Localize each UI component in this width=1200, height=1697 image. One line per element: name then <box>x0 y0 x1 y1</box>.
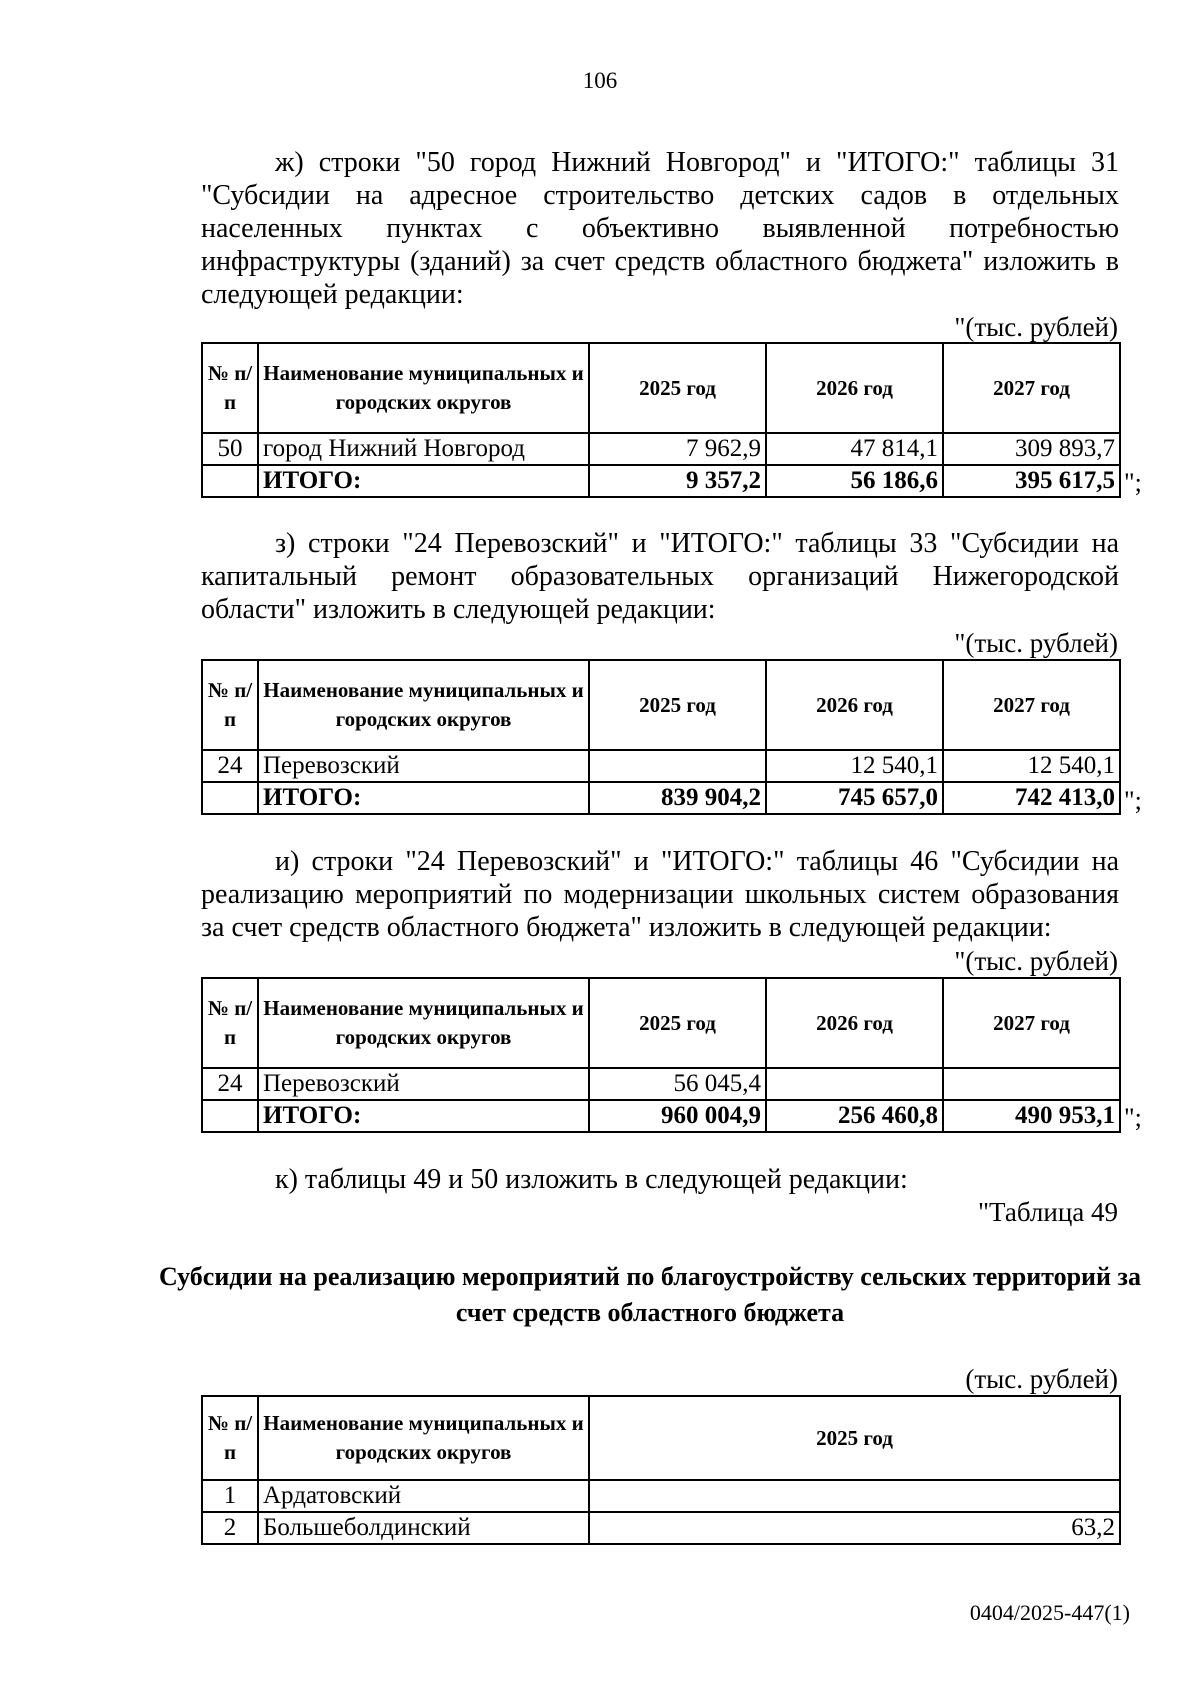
total-num <box>202 1100 258 1132</box>
header-num: № п/п <box>202 660 258 750</box>
header-2025: 2025 год <box>589 1396 1120 1480</box>
unit-label: "(тыс. рублей) <box>954 628 1118 658</box>
table-33 <box>201 659 1121 815</box>
header-2025: 2025 год <box>589 660 766 750</box>
document-code: 0404/2025-447(1) <box>969 1600 1130 1625</box>
row-2025: 56 045,4 <box>589 1068 766 1100</box>
table-46 <box>201 977 1121 1133</box>
page-number: 106 <box>582 68 618 93</box>
table-31 <box>201 342 1121 498</box>
table-49-title: Субсидии на реализацию мероприятий по благоустройству сельских территорий за счет средств областного бюджета <box>159 1262 1141 1327</box>
row-2025: 63,2 <box>589 1512 1120 1544</box>
header-2027: 2027 год <box>943 660 1120 750</box>
row-name: Ардатовский <box>258 1480 589 1512</box>
table-row <box>202 1480 1120 1512</box>
paragraph-i: и) строки "24 Перевозский" и "ИТОГО:" таблицы 46 "Субсидии на реализацию мероприятий по модернизации школьных систем образования за счет средств областного бюджета" изложить в следующей редакции: <box>201 846 1119 943</box>
row-2027 <box>943 1068 1120 1100</box>
row-2025 <box>589 750 766 782</box>
row-name: Перевозский <box>258 1068 589 1100</box>
total-num <box>202 465 258 497</box>
header-num: № п/п <box>202 1396 258 1480</box>
total-2026: 745 657,0 <box>766 782 943 814</box>
table-row <box>202 1512 1120 1544</box>
total-2025: 960 004,9 <box>589 1100 766 1132</box>
unit-label: (тыс. рублей) <box>965 1364 1118 1394</box>
header-num: № п/п <box>202 343 258 433</box>
row-name: Перевозский <box>258 750 589 782</box>
total-2025: 9 357,2 <box>589 465 766 497</box>
closing-quote: "; <box>1124 468 1142 497</box>
header-name: Наименование муниципальных и городских округов <box>258 343 589 433</box>
total-2026: 256 460,8 <box>766 1100 943 1132</box>
row-name: Большеболдинский <box>258 1512 589 1544</box>
table-49-label: "Таблица 49 <box>978 1197 1118 1227</box>
header-2026: 2026 год <box>766 660 943 750</box>
total-2026: 56 186,6 <box>766 465 943 497</box>
table-row <box>202 1068 1120 1100</box>
header-2026: 2026 год <box>766 343 943 433</box>
row-2027: 12 540,1 <box>943 750 1120 782</box>
total-label: ИТОГО: <box>258 465 589 497</box>
header-name: Наименование муниципальных и городских округов <box>258 978 589 1068</box>
row-num: 24 <box>202 750 258 782</box>
row-2026: 12 540,1 <box>766 750 943 782</box>
row-num: 1 <box>202 1480 258 1512</box>
total-row <box>202 1100 1120 1132</box>
total-2027: 490 953,1 <box>943 1100 1120 1132</box>
total-num <box>202 782 258 814</box>
total-row <box>202 782 1120 814</box>
header-2025: 2025 год <box>589 978 766 1068</box>
row-num: 50 <box>202 433 258 465</box>
paragraph-z: з) строки "24 Перевозский" и "ИТОГО:" таблицы 33 "Субсидии на капитальный ремонт образовательных организаций Нижегородской области" изложить в следующей редакции: <box>201 528 1119 625</box>
header-2027: 2027 год <box>943 343 1120 433</box>
row-2027: 309 893,7 <box>943 433 1120 465</box>
unit-label: "(тыс. рублей) <box>954 946 1118 976</box>
paragraph-zh: ж) строки "50 город Нижний Новгород" и "ИТОГО:" таблицы 31 "Субсидии на адресное строительство детских садов в отдельных населенных пунктах с объективно выявленной потребностью инфраструктуры (зданий) за счет средств областного бюджета" изложить в следующей редакции: <box>201 147 1119 310</box>
header-2026: 2026 год <box>766 978 943 1068</box>
header-2027: 2027 год <box>943 978 1120 1068</box>
table-49 <box>201 1395 1121 1545</box>
row-2025 <box>589 1480 1120 1512</box>
total-label: ИТОГО: <box>258 1100 589 1132</box>
closing-quote: "; <box>1124 1103 1142 1132</box>
total-2027: 742 413,0 <box>943 782 1120 814</box>
paragraph-k: к) таблицы 49 и 50 изложить в следующей редакции: <box>275 1164 908 1195</box>
table-row <box>202 433 1120 465</box>
total-row <box>202 465 1120 497</box>
total-2025: 839 904,2 <box>589 782 766 814</box>
total-2027: 395 617,5 <box>943 465 1120 497</box>
row-name: город Нижний Новгород <box>258 433 589 465</box>
header-name: Наименование муниципальных и городских округов <box>258 1396 589 1480</box>
header-num: № п/п <box>202 978 258 1068</box>
header-2025: 2025 год <box>589 343 766 433</box>
unit-label: "(тыс. рублей) <box>954 312 1118 342</box>
closing-quote: "; <box>1124 786 1142 815</box>
total-label: ИТОГО: <box>258 782 589 814</box>
row-2026: 47 814,1 <box>766 433 943 465</box>
header-name: Наименование муниципальных и городских округов <box>258 660 589 750</box>
row-num: 2 <box>202 1512 258 1544</box>
row-2026 <box>766 1068 943 1100</box>
row-num: 24 <box>202 1068 258 1100</box>
row-2025: 7 962,9 <box>589 433 766 465</box>
table-row <box>202 750 1120 782</box>
